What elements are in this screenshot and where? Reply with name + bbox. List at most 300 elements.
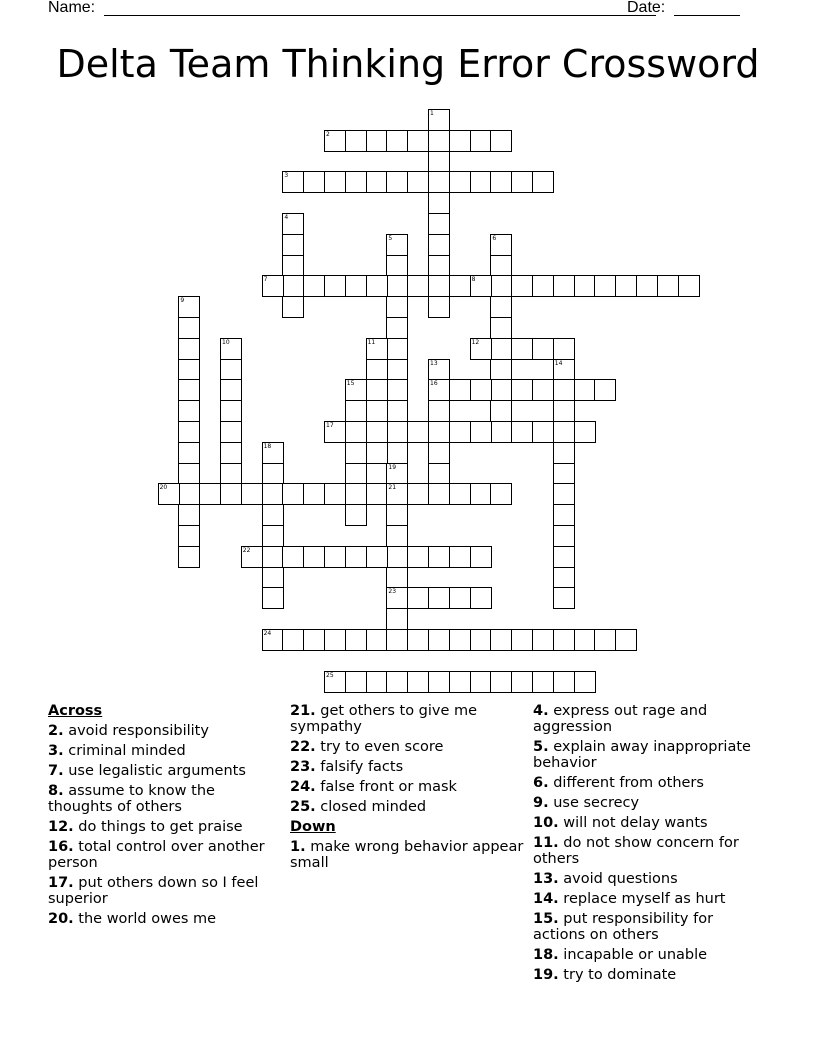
grid-cell[interactable]	[470, 629, 492, 651]
grid-cell[interactable]	[407, 171, 429, 193]
across-clue	[48, 911, 283, 927]
grid-cell[interactable]	[532, 275, 554, 297]
grid-cell[interactable]	[386, 400, 408, 422]
clue-column-3	[533, 703, 768, 987]
grid-cell[interactable]	[470, 587, 492, 609]
grid-cell[interactable]	[594, 379, 616, 401]
grid-cell[interactable]	[386, 671, 408, 693]
grid-cell[interactable]	[178, 359, 200, 381]
grid-cell[interactable]	[324, 130, 346, 152]
grid-cell[interactable]	[490, 671, 512, 693]
grid-cell[interactable]	[366, 338, 388, 360]
grid-cell[interactable]	[449, 275, 471, 297]
grid-cell[interactable]	[178, 338, 200, 360]
grid-cell[interactable]	[366, 629, 388, 651]
grid-cell[interactable]	[532, 421, 554, 443]
clue-text: avoid responsibility	[63, 723, 209, 739]
across-clue	[290, 799, 525, 815]
grid-cell[interactable]	[324, 629, 346, 651]
clue-number: 22.	[290, 739, 316, 755]
grid-cell[interactable]	[178, 379, 200, 401]
grid-cell[interactable]	[345, 400, 367, 422]
clue-number-label: 17	[326, 422, 334, 429]
grid-cell[interactable]	[428, 255, 450, 277]
grid-cell[interactable]	[386, 317, 408, 339]
grid-cell[interactable]	[386, 546, 408, 568]
grid-cell[interactable]	[428, 587, 450, 609]
across-heading: Across	[48, 703, 103, 719]
grid-cell[interactable]	[490, 255, 512, 277]
clue-text: criminal minded	[63, 743, 186, 759]
grid-cell[interactable]	[449, 546, 471, 568]
down-clue	[533, 871, 768, 887]
clue-number-label: 7	[263, 276, 268, 284]
down-heading: Down	[290, 819, 336, 835]
grid-cell[interactable]	[262, 587, 284, 609]
grid-cell[interactable]	[178, 400, 200, 422]
grid-cell[interactable]	[241, 483, 263, 505]
grid-cell[interactable]	[428, 421, 450, 443]
grid-cell[interactable]	[386, 359, 408, 381]
grid-cell[interactable]	[407, 629, 429, 651]
across-clue	[290, 759, 525, 775]
grid-cell[interactable]	[449, 587, 471, 609]
grid-cell[interactable]	[449, 629, 471, 651]
clue-number: 20.	[48, 911, 74, 927]
grid-cell[interactable]	[490, 400, 512, 422]
clue-number: 6.	[533, 775, 549, 791]
grid-cell[interactable]	[262, 442, 284, 464]
grid-cell[interactable]	[511, 171, 533, 193]
grid-cell[interactable]	[262, 629, 284, 651]
grid-cell[interactable]	[428, 546, 450, 568]
grid-cell[interactable]	[282, 234, 304, 256]
across-clue	[48, 783, 283, 815]
grid-cell[interactable]	[262, 483, 284, 505]
grid-cell[interactable]	[428, 629, 450, 651]
grid-cell[interactable]	[428, 151, 450, 173]
grid-cell[interactable]	[449, 130, 471, 152]
grid-cell[interactable]	[386, 255, 408, 277]
grid-cell[interactable]	[386, 275, 408, 297]
grid-cell[interactable]	[553, 338, 575, 360]
grid-cell[interactable]	[449, 671, 471, 693]
grid-cell[interactable]	[553, 587, 575, 609]
grid-cell[interactable]	[449, 379, 471, 401]
grid-cell[interactable]	[428, 130, 450, 152]
grid-cell[interactable]	[428, 213, 450, 235]
grid-cell[interactable]	[594, 629, 616, 651]
grid-cell[interactable]	[366, 463, 388, 485]
down-clue	[533, 703, 768, 735]
clue-number: 13.	[533, 871, 559, 887]
clue-number-label: 19	[388, 463, 397, 471]
grid-cell[interactable]	[386, 525, 408, 547]
grid-cell[interactable]	[282, 213, 304, 235]
grid-cell[interactable]	[178, 442, 200, 464]
grid-cell[interactable]	[386, 504, 408, 526]
down-clue	[533, 739, 768, 771]
grid-cell[interactable]	[428, 483, 450, 505]
grid-cell[interactable]	[386, 130, 408, 152]
grid-cell[interactable]	[282, 546, 304, 568]
name-label: Name:	[48, 0, 96, 16]
clue-text: try to even score	[315, 739, 444, 755]
grid-cell[interactable]	[407, 421, 429, 443]
grid-cell[interactable]	[678, 275, 700, 297]
grid-cell[interactable]	[386, 234, 408, 256]
grid-cell[interactable]	[553, 400, 575, 422]
grid-cell[interactable]	[366, 421, 388, 443]
grid-cell[interactable]	[282, 275, 304, 297]
across-clue	[48, 839, 283, 871]
grid-cell[interactable]	[241, 546, 263, 568]
grid-cell[interactable]	[553, 504, 575, 526]
grid-cell[interactable]	[574, 671, 596, 693]
date-label: Date:	[627, 0, 666, 16]
grid-cell[interactable]	[428, 442, 450, 464]
grid-cell[interactable]	[449, 421, 471, 443]
clue-text: different from others	[548, 775, 704, 791]
grid-cell[interactable]	[386, 338, 408, 360]
grid-cell[interactable]	[303, 275, 325, 297]
grid-cell[interactable]	[345, 421, 367, 443]
grid-cell[interactable]	[574, 629, 596, 651]
grid-cell[interactable]	[490, 421, 512, 443]
clue-text: use legalistic arguments	[63, 763, 246, 779]
grid-cell[interactable]	[428, 400, 450, 422]
down-clue	[533, 891, 768, 907]
grid-cell[interactable]	[532, 338, 554, 360]
grid-cell[interactable]	[490, 130, 512, 152]
grid-cell[interactable]	[220, 379, 242, 401]
grid-cell[interactable]	[553, 671, 575, 693]
clue-number: 15.	[533, 911, 559, 927]
grid-cell[interactable]	[366, 130, 388, 152]
grid-cell[interactable]	[345, 546, 367, 568]
grid-cell[interactable]	[178, 463, 200, 485]
grid-cell[interactable]	[220, 421, 242, 443]
clue-text: total control over another person	[48, 839, 265, 871]
grid-cell[interactable]	[553, 421, 575, 443]
clue-text: falsify facts	[315, 759, 404, 775]
across-clue	[48, 743, 283, 759]
grid-cell[interactable]	[428, 463, 450, 485]
clue-number: 21.	[290, 703, 316, 719]
down-clue	[533, 775, 768, 791]
clue-number: 2.	[48, 723, 64, 739]
across-clue	[48, 763, 283, 779]
grid-cell[interactable]	[511, 671, 533, 693]
grid-cell[interactable]	[366, 546, 388, 568]
grid-cell[interactable]	[657, 275, 679, 297]
grid-cell[interactable]	[345, 504, 367, 526]
clue-text: get others to give me sympathy	[290, 703, 478, 735]
grid-cell[interactable]	[345, 463, 367, 485]
grid-cell[interactable]	[470, 483, 492, 505]
grid-cell[interactable]	[574, 379, 596, 401]
clue-number: 9.	[533, 795, 549, 811]
grid-cell[interactable]	[366, 442, 388, 464]
grid-cell[interactable]	[324, 483, 346, 505]
grid-cell[interactable]	[262, 463, 284, 485]
down-clue	[533, 911, 768, 943]
grid-cell[interactable]	[220, 483, 242, 505]
grid-cell[interactable]	[178, 504, 200, 526]
grid-cell[interactable]	[282, 171, 304, 193]
clue-number-label: 5	[388, 234, 393, 242]
clue-number: 11.	[533, 835, 559, 851]
grid-cell[interactable]	[220, 359, 242, 381]
grid-cell[interactable]	[511, 338, 533, 360]
clue-text: incapable or unable	[558, 947, 708, 963]
grid-cell[interactable]	[366, 483, 388, 505]
grid-cell[interactable]	[553, 275, 575, 297]
grid-cell[interactable]	[470, 671, 492, 693]
grid-cell[interactable]	[470, 379, 492, 401]
down-clue	[533, 795, 768, 811]
grid-cell[interactable]	[324, 421, 346, 443]
grid-cell[interactable]	[345, 671, 367, 693]
clue-column-2	[290, 703, 525, 875]
grid-cell[interactable]	[428, 296, 450, 318]
grid-cell[interactable]	[220, 400, 242, 422]
grid-cell[interactable]	[407, 671, 429, 693]
clue-number-label: 1	[430, 110, 434, 117]
grid-cell[interactable]	[490, 338, 512, 360]
grid-cell[interactable]	[407, 483, 429, 505]
clue-text: replace myself as hurt	[558, 891, 726, 907]
grid-cell[interactable]	[511, 275, 533, 297]
page-title: Delta Team Thinking Error Crossword	[56, 42, 760, 86]
grid-cell[interactable]	[553, 546, 575, 568]
grid-cell[interactable]	[366, 359, 388, 381]
grid-cell[interactable]	[303, 546, 325, 568]
grid-cell[interactable]	[282, 255, 304, 277]
grid-cell[interactable]	[532, 379, 554, 401]
grid-cell[interactable]	[178, 296, 200, 318]
clue-text: explain away inappropriate behavior	[533, 739, 751, 771]
grid-cell[interactable]	[386, 483, 408, 505]
grid-cell[interactable]	[366, 379, 388, 401]
clue-number: 23.	[290, 759, 316, 775]
grid-cell[interactable]	[178, 483, 200, 505]
grid-cell[interactable]	[345, 442, 367, 464]
clue-text: make wrong behavior appear small	[290, 839, 524, 871]
clue-text: express out rage and aggression	[533, 703, 708, 735]
clue-text: do things to get praise	[73, 819, 243, 835]
grid-cell[interactable]	[428, 192, 450, 214]
grid-cell[interactable]	[470, 421, 492, 443]
grid-cell[interactable]	[262, 567, 284, 589]
grid-cell[interactable]	[345, 483, 367, 505]
clue-number-label: 14	[554, 359, 563, 367]
grid-cell[interactable]	[553, 442, 575, 464]
clue-number: 24.	[290, 779, 316, 795]
grid-cell[interactable]	[282, 296, 304, 318]
clue-number-label: 3	[284, 172, 289, 180]
grid-cell[interactable]	[511, 421, 533, 443]
clue-text: false front or mask	[315, 779, 457, 795]
clue-text: avoid questions	[558, 871, 678, 887]
grid-cell[interactable]	[345, 130, 367, 152]
grid-cell[interactable]	[178, 525, 200, 547]
grid-cell[interactable]	[428, 379, 450, 401]
grid-cell[interactable]	[428, 234, 450, 256]
grid-cell[interactable]	[366, 275, 388, 297]
grid-cell[interactable]	[386, 587, 408, 609]
grid-cell[interactable]	[490, 483, 512, 505]
grid-cell[interactable]	[220, 442, 242, 464]
grid-cell[interactable]	[428, 171, 450, 193]
grid-cell[interactable]	[470, 171, 492, 193]
clue-number: 3.	[48, 743, 64, 759]
grid-cell[interactable]	[532, 671, 554, 693]
clue-number: 16.	[48, 839, 74, 855]
grid-cell[interactable]	[553, 483, 575, 505]
grid-cell[interactable]	[428, 359, 450, 381]
grid-cell[interactable]	[345, 275, 367, 297]
grid-cell[interactable]	[262, 525, 284, 547]
clue-number: 19.	[533, 967, 559, 983]
clue-number: 12.	[48, 819, 74, 835]
clue-number: 8.	[48, 783, 64, 799]
grid-cell[interactable]	[386, 379, 408, 401]
grid-cell[interactable]	[553, 567, 575, 589]
grid-cell[interactable]	[220, 338, 242, 360]
grid-cell[interactable]	[574, 275, 596, 297]
grid-cell[interactable]	[532, 629, 554, 651]
grid-cell[interactable]	[490, 171, 512, 193]
grid-cell[interactable]	[386, 608, 408, 630]
clue-number-label: 16	[430, 380, 438, 388]
grid-cell[interactable]	[449, 171, 471, 193]
clue-number-label: 23	[388, 588, 397, 596]
grid-cell[interactable]	[428, 109, 450, 131]
grid-cell[interactable]	[324, 171, 346, 193]
grid-cell[interactable]	[282, 629, 304, 651]
grid-cell[interactable]	[199, 483, 221, 505]
grid-cell[interactable]	[553, 359, 575, 381]
across-clue	[290, 703, 525, 735]
clue-number-label: 8	[471, 276, 476, 284]
grid-cell[interactable]	[615, 275, 637, 297]
grid-cell[interactable]	[345, 629, 367, 651]
grid-cell[interactable]	[178, 317, 200, 339]
down-clue	[533, 967, 768, 983]
clue-number-label: 11	[367, 338, 376, 346]
grid-cell[interactable]	[636, 275, 658, 297]
clue-text: put responsibility for actions on others	[533, 911, 714, 943]
grid-cell[interactable]	[490, 234, 512, 256]
grid-cell[interactable]	[574, 421, 596, 443]
grid-cell[interactable]	[324, 275, 346, 297]
grid-cell[interactable]	[262, 546, 284, 568]
grid-cell[interactable]	[553, 463, 575, 485]
grid-cell[interactable]	[386, 442, 408, 464]
grid-cell[interactable]	[366, 400, 388, 422]
grid-cell[interactable]	[470, 338, 492, 360]
grid-cell[interactable]	[490, 317, 512, 339]
grid-cell[interactable]	[345, 379, 367, 401]
grid-cell[interactable]	[386, 567, 408, 589]
grid-cell[interactable]	[490, 629, 512, 651]
clue-text: will not delay wants	[558, 815, 708, 831]
grid-cell[interactable]	[303, 483, 325, 505]
grid-cell[interactable]	[324, 546, 346, 568]
grid-cell[interactable]	[386, 296, 408, 318]
grid-cell[interactable]	[449, 483, 471, 505]
grid-cell[interactable]	[220, 463, 242, 485]
clue-number-label: 18	[263, 442, 272, 450]
grid-cell[interactable]	[553, 629, 575, 651]
clue-number-label: 21	[388, 484, 397, 492]
grid-cell[interactable]	[324, 671, 346, 693]
grid-cell[interactable]	[262, 504, 284, 526]
grid-cell[interactable]	[366, 671, 388, 693]
grid-cell[interactable]	[407, 587, 429, 609]
grid-cell[interactable]	[553, 379, 575, 401]
grid-cell[interactable]	[470, 130, 492, 152]
grid-cell[interactable]	[511, 379, 533, 401]
grid-cell[interactable]	[386, 629, 408, 651]
grid-cell[interactable]	[282, 483, 304, 505]
across-clue	[48, 875, 283, 907]
grid-cell[interactable]	[303, 629, 325, 651]
grid-cell[interactable]	[470, 546, 492, 568]
clue-number: 1.	[290, 839, 306, 855]
clue-number-label: 25	[326, 671, 334, 679]
grid-cell[interactable]	[407, 546, 429, 568]
grid-cell[interactable]	[490, 296, 512, 318]
grid-cell[interactable]	[386, 171, 408, 193]
grid-cell[interactable]	[178, 546, 200, 568]
grid-cell[interactable]	[553, 525, 575, 547]
clue-text: do not show concern for others	[533, 835, 739, 867]
grid-cell[interactable]	[532, 171, 554, 193]
grid-cell[interactable]	[594, 275, 616, 297]
grid-cell[interactable]	[407, 130, 429, 152]
clue-column-1	[48, 703, 283, 931]
grid-cell[interactable]	[178, 421, 200, 443]
clue-number-label: 22	[242, 546, 251, 554]
grid-cell[interactable]	[490, 359, 512, 381]
grid-cell[interactable]	[303, 171, 325, 193]
clue-number-label: 24	[263, 630, 272, 637]
grid-cell[interactable]	[345, 171, 367, 193]
grid-cell[interactable]	[511, 629, 533, 651]
grid-cell[interactable]	[386, 463, 408, 485]
grid-cell[interactable]	[490, 379, 512, 401]
clue-text: use secrecy	[548, 795, 640, 811]
clue-number: 10.	[533, 815, 559, 831]
grid-cell[interactable]	[158, 483, 180, 505]
grid-cell[interactable]	[615, 629, 637, 651]
clue-number-label: 10	[222, 338, 230, 346]
down-clue	[533, 947, 768, 963]
across-clue	[290, 779, 525, 795]
grid-cell[interactable]	[470, 275, 492, 297]
grid-cell[interactable]	[490, 275, 512, 297]
clue-number: 17.	[48, 875, 74, 891]
grid-cell[interactable]	[386, 421, 408, 443]
grid-cell[interactable]	[407, 275, 429, 297]
grid-cell[interactable]	[366, 171, 388, 193]
clue-number: 25.	[290, 799, 316, 815]
grid-cell[interactable]	[262, 275, 284, 297]
grid-cell[interactable]	[428, 275, 450, 297]
grid-cell[interactable]	[428, 671, 450, 693]
